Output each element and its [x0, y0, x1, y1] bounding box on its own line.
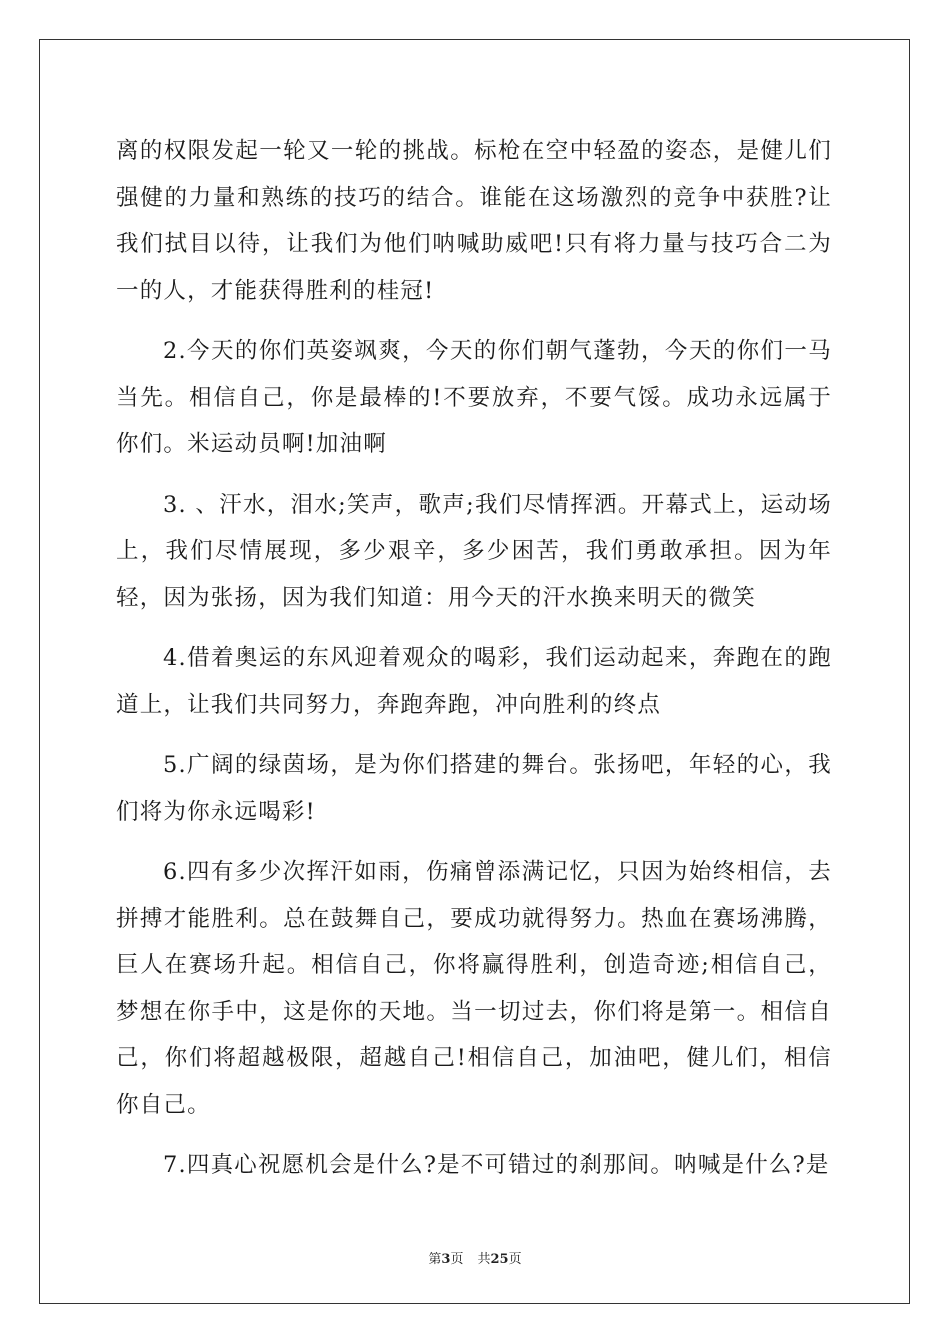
page-prefix: 第 [428, 1252, 442, 1267]
paragraph-6: 6.四有多少次挥汗如雨，伤痛曾添满记忆，只因为始终相信，去拼搏才能胜利。总在鼓舞自己，要成功就得努力。热血在赛场沸腾，巨人在赛场升起。相信自己，你将赢得胜利，创造奇迹;相信自己，梦想在你手中，这是你的天地。当一切过去，你们将是第一。相信自己，你们将超越极限，超越自己!相信自己，加油吧，健儿们，相信你自己。 [116, 859, 832, 1118]
page-suffix: 页 [450, 1252, 464, 1267]
page-footer [0, 1248, 950, 1267]
paragraph-5: 5.广阔的绿茵场，是为你们搭建的舞台。张扬吧，年轻的心，我们将为你永远喝彩! [116, 752, 832, 825]
total-pages: 25 [490, 1252, 509, 1267]
total-prefix: 共 [477, 1252, 491, 1267]
total-suffix: 页 [508, 1252, 522, 1267]
paragraph-4: 4.借着奥运的东风迎着观众的喝彩，我们运动起来，奔跑在的跑道上，让我们共同努力，奔跑奔跑，冲向胜利的终点 [116, 645, 832, 718]
paragraph-2: 2.今天的你们英姿飒爽，今天的你们朝气蓬勃，今天的你们一马当先。相信自己，你是最棒的!不要放弃，不要气馁。成功永远属于你们。米运动员啊!加油啊 [116, 338, 832, 457]
paragraph-3: 3. 、汗水，泪水;笑声，歌声;我们尽情挥洒。开幕式上，运动场上，我们尽情展现，多少艰辛，多少困苦，我们勇敢承担。因为年轻，因为张扬，因为我们知道：用今天的汗水换来明天的微笑 [116, 491, 832, 611]
document-body [116, 128, 832, 1203]
paragraph-1: 离的权限发起一轮又一轮的挑战。标枪在空中轻盈的姿态，是健儿们强健的力量和熟练的技巧的结合。谁能在这场激烈的竞争中获胜?让我们拭目以待，让我们为他们呐喊助威吧!只有将力量与技巧合二为一的人，才能获得胜利的桂冠! [116, 138, 832, 304]
page-number: 3 [441, 1252, 451, 1267]
paragraph-7: 7.四真心祝愿机会是什么?是不可错过的刹那间。呐喊是什么?是 [163, 1152, 830, 1178]
